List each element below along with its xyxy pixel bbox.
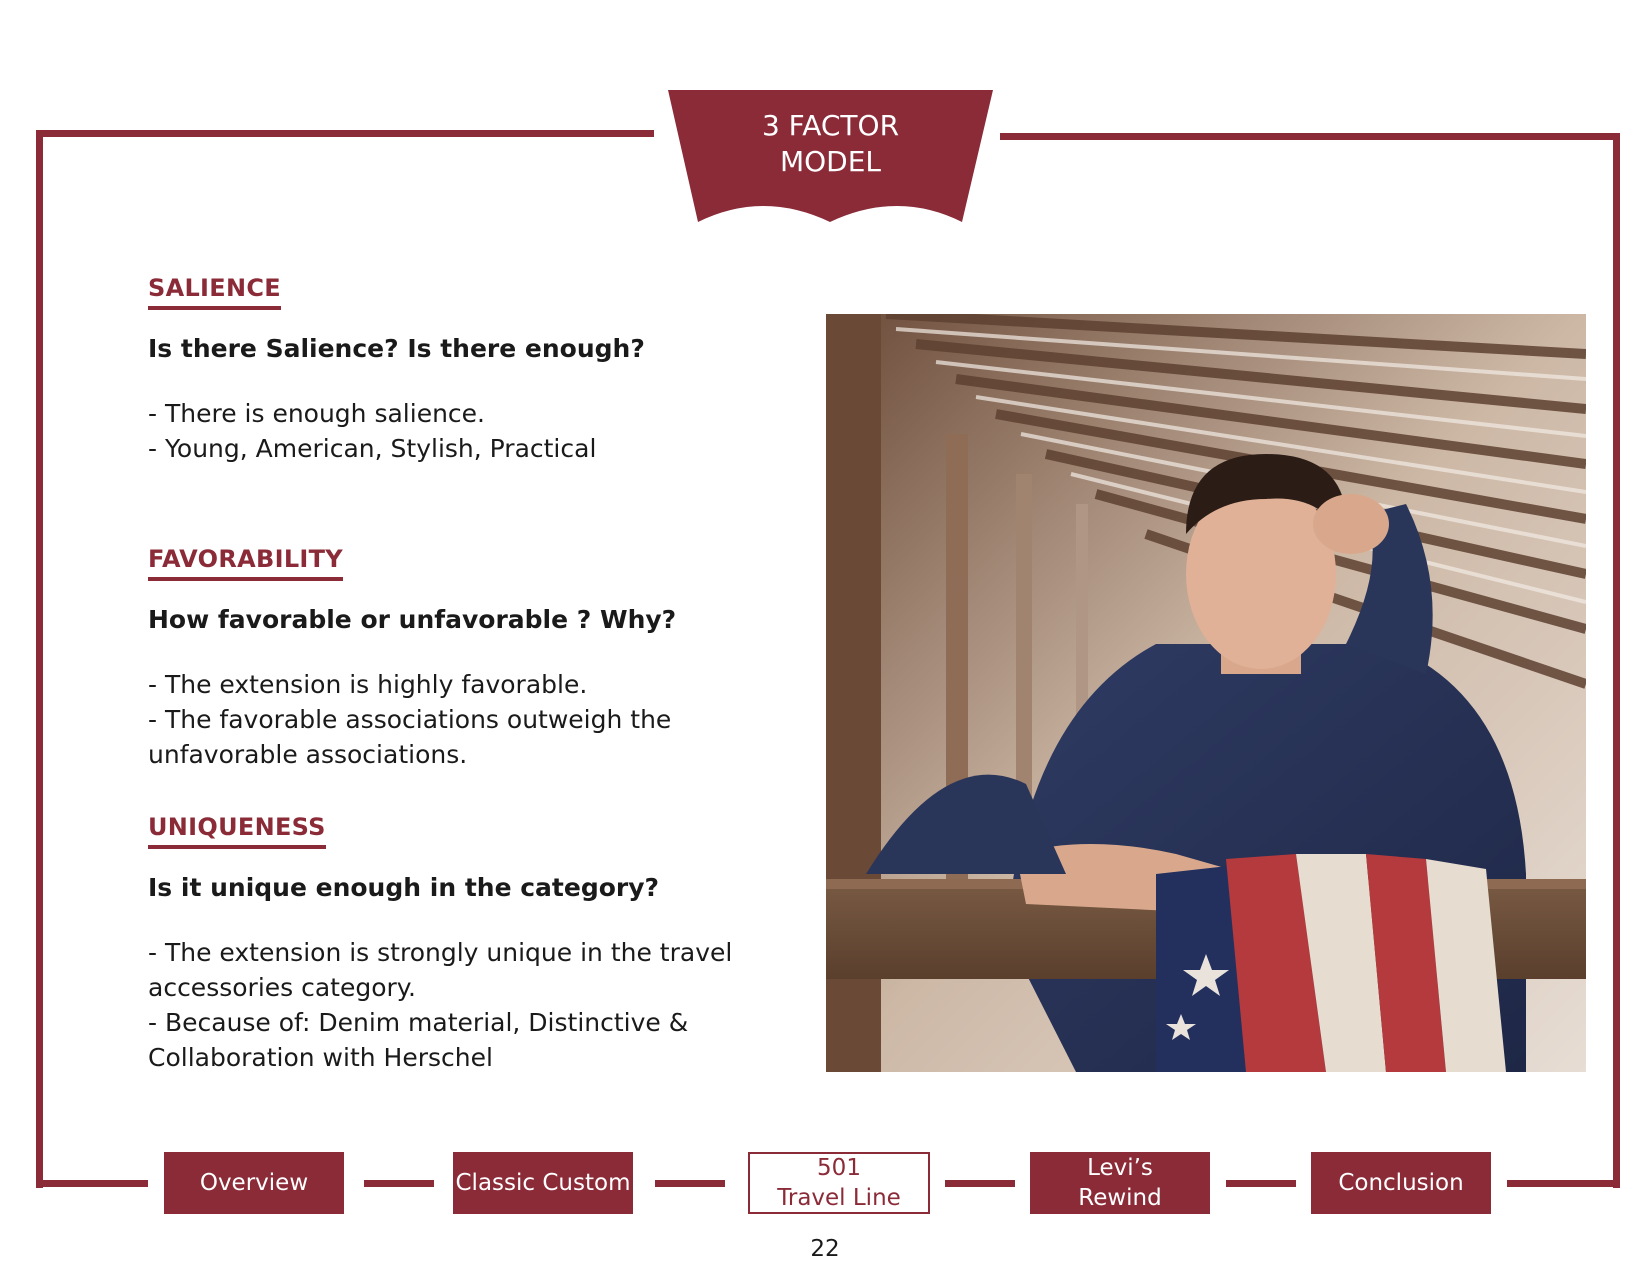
frame-bottom-seg-2 xyxy=(364,1180,434,1187)
frame-bottom-seg-6 xyxy=(1507,1180,1620,1187)
answer-line: - Because of: Denim material, Distinctive & xyxy=(148,1008,689,1037)
nav-overview-button[interactable] xyxy=(164,1152,344,1214)
frame-top-left xyxy=(36,130,654,137)
frame-left xyxy=(36,130,43,1188)
section-heading: UNIQUENESS xyxy=(148,813,326,849)
section-favorability xyxy=(148,545,788,772)
page-number: 22 xyxy=(810,1236,840,1262)
nav-classic-custom-button[interactable] xyxy=(453,1152,633,1214)
section-question: Is there Salience? Is there enough? xyxy=(148,334,645,363)
section-heading: FAVORABILITY xyxy=(148,545,343,581)
frame-right xyxy=(1613,133,1620,1188)
page-title-line-1: 3 FACTOR xyxy=(761,109,900,142)
nav-label-line-2: Travel Line xyxy=(777,1185,901,1211)
section-question: How favorable or unfavorable ? Why? xyxy=(148,605,677,634)
section-answer xyxy=(148,396,788,466)
section-uniqueness xyxy=(148,813,788,1075)
nav-label: Classic Custom xyxy=(455,1170,631,1196)
section-question: Is it unique enough in the category? xyxy=(148,873,660,902)
answer-line: - The favorable associations outweigh the xyxy=(148,705,672,734)
page-title xyxy=(668,108,993,180)
answer-line: - Young, American, Stylish, Practical xyxy=(148,434,597,463)
nav-label-line-2: Rewind xyxy=(1078,1185,1162,1211)
title-badge xyxy=(668,90,993,225)
answer-line: unfavorable associations. xyxy=(148,740,468,769)
frame-bottom-seg-4 xyxy=(945,1180,1015,1187)
answer-line: - The extension is strongly unique in the travel xyxy=(148,938,733,967)
nav-label-line-1: Levi’s xyxy=(1087,1155,1153,1181)
answer-line: - The extension is highly favorable. xyxy=(148,670,588,699)
section-answer xyxy=(148,935,788,1075)
frame-top-right xyxy=(1000,133,1620,140)
nav-label: Conclusion xyxy=(1338,1170,1464,1196)
nav-conclusion-button[interactable] xyxy=(1311,1152,1491,1214)
nav-label: Overview xyxy=(199,1170,309,1196)
nav-label-line-1: 501 xyxy=(817,1155,861,1181)
photo-illustration xyxy=(826,314,1586,1072)
frame-bottom-seg-5 xyxy=(1226,1180,1296,1187)
section-salience xyxy=(148,274,788,466)
model-photo xyxy=(826,314,1586,1072)
section-answer xyxy=(148,667,788,772)
answer-line: Collaboration with Herschel xyxy=(148,1043,493,1072)
nav-travel-line-button[interactable] xyxy=(748,1152,930,1214)
answer-line: accessories category. xyxy=(148,973,416,1002)
frame-bottom-seg-3 xyxy=(655,1180,725,1187)
section-heading: SALIENCE xyxy=(148,274,281,310)
frame-bottom-seg-1 xyxy=(36,1180,148,1187)
page-title-line-2: MODEL xyxy=(779,145,882,178)
answer-line: - There is enough salience. xyxy=(148,399,485,428)
nav-levis-rewind-button[interactable] xyxy=(1030,1152,1210,1214)
